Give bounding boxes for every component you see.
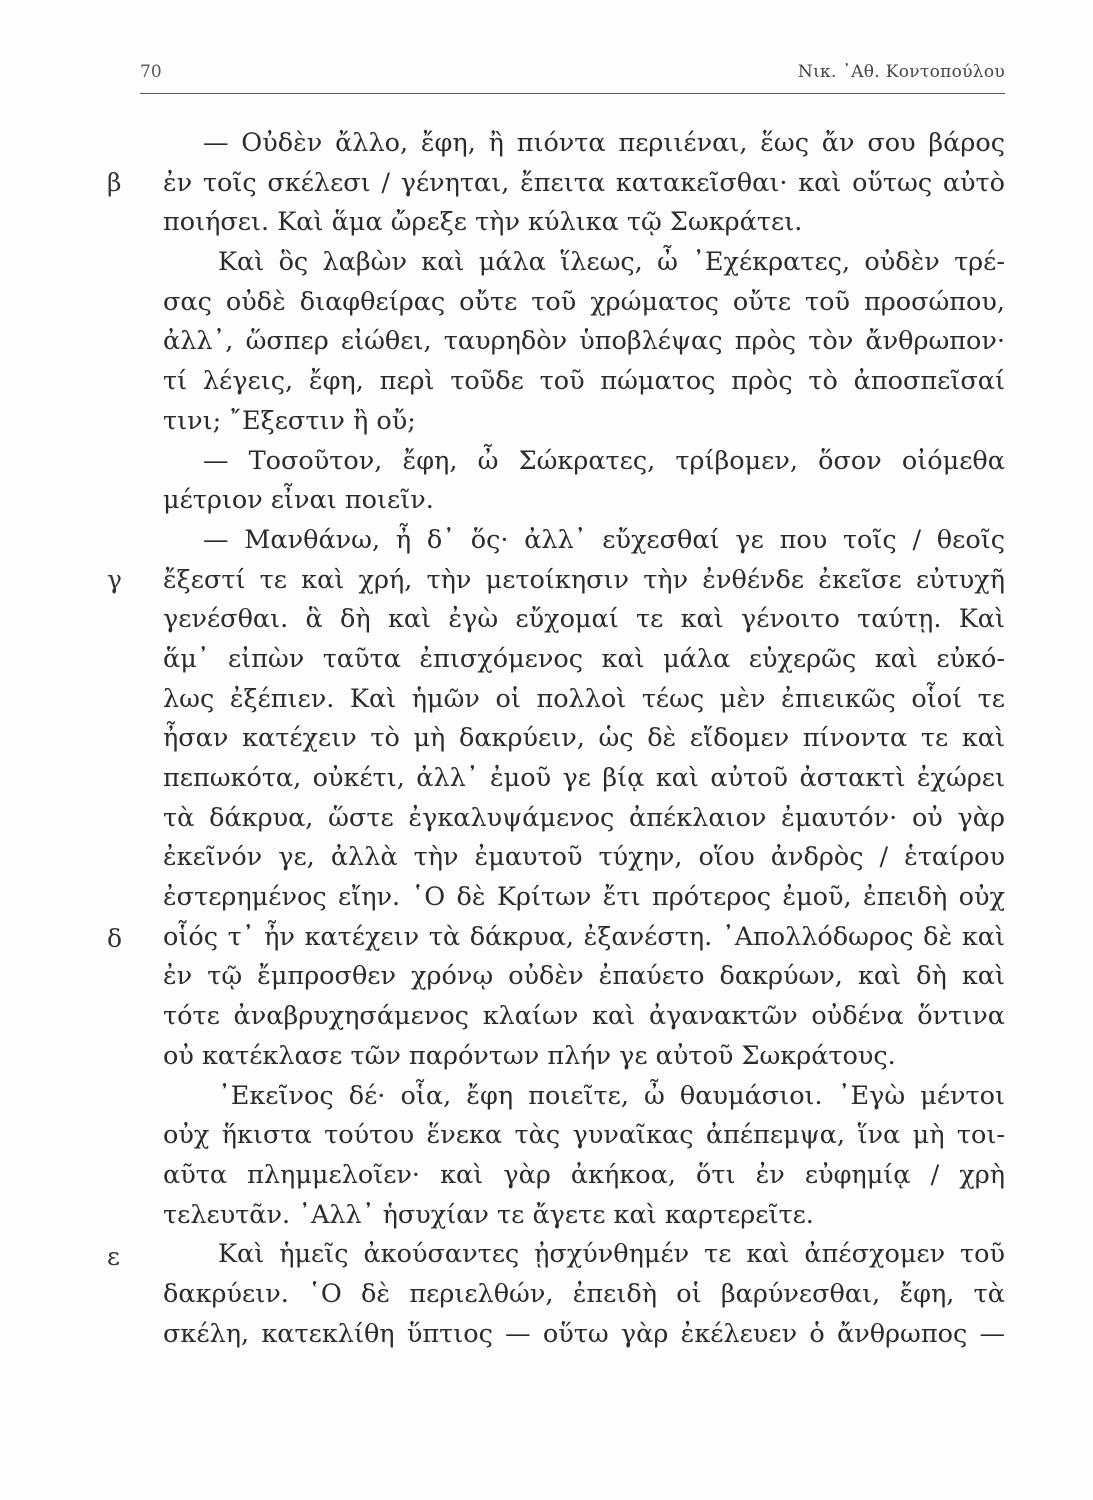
text-line: δακρύειν. ῾Ο δὲ περιελθών, ἐπειδὴ οἱ βαρύνεσθαι, ἔφη, τὰ <box>163 1278 1005 1309</box>
page-number: 70 <box>140 62 162 82</box>
text-line: Καὶ ὃς λαβὼν καὶ μάλα ἵλεως, ὦ ᾿Εχέκρατες, οὐδὲν τρέ- <box>218 247 1005 278</box>
text-line: σας οὐδὲ διαφθείρας οὔτε τοῦ χρώματος οὔτε τοῦ προσώπου, <box>163 286 1005 317</box>
text-line: τί λέγεις, ἔφη, περὶ τοῦδε τοῦ πώματος πρὸς τὸ ἀποσπεῖσαί <box>163 366 1005 397</box>
text-line: ἀλλ᾿, ὥσπερ εἰώθει, ταυρηδὸν ὑποβλέψας πρὸς τὸν ἄνθρωπον· <box>163 326 1005 357</box>
text-line: ἐκεῖνόν γε, ἀλλὰ τὴν ἐμαυτοῦ τύχην, οἵου ἀνδρὸς / ἑταίρου <box>163 842 1005 873</box>
text-line: ᾿Εκεῖνος δέ· οἷα, ἔφη ποιεῖτε, ὦ θαυμάσιοι. ᾿Εγὼ μέντοι <box>218 1080 1005 1111</box>
text-line: τελευτᾶν. ᾿Αλλ᾿ ἡσυχίαν τε ἄγετε καὶ καρτερεῖτε. <box>163 1199 814 1230</box>
text-line: ἐν τῷ ἔμπροσθεν χρόνῳ οὐδὲν ἐπαύετο δακρύων, καὶ δὴ καὶ <box>163 961 1005 992</box>
text-line: — Μανθάνω, ἦ δ᾿ ὅς· ἀλλ᾿ εὔχεσθαί γε που τοῖς / θεοῖς <box>203 524 1005 555</box>
text-line: ποιήσει. Καὶ ἅμα ὤρεξε τὴν κύλικα τῷ Σωκράτει. <box>163 207 803 238</box>
text-line: οἷός τ᾿ ἦν κατέχειν τὰ δάκρυα, ἐξανέστη. ᾿Απολλόδωρος δὲ καὶ <box>163 921 1005 952</box>
header-rule <box>140 93 1005 94</box>
text-line: οὐ κατέκλασε τῶν παρόντων πλήν γε αὐτοῦ Σωκράτους. <box>163 1040 896 1071</box>
margin-marker-e: ε <box>107 1242 120 1271</box>
text-line: ἔξεστί τε καὶ χρή, τὴν μετοίκησιν τὴν ἐνθένδε ἐκεῖσε εὐτυχῆ <box>163 564 1005 595</box>
text-line: πεπωκότα, οὐκέτι, ἀλλ᾿ ἐμοῦ γε βίᾳ καὶ αὐτοῦ ἀστακτὶ ἐχώρει <box>163 763 1005 793</box>
margin-marker-d: δ <box>107 924 123 953</box>
text-line: ἅμ᾿ εἰπὼν ταῦτα ἐπισχόμενος καὶ μάλα εὐχερῶς καὶ εὐκό- <box>163 643 1005 674</box>
text-line: αῦτα πλημμελοῖεν· καὶ γὰρ ἀκήκοα, ὅτι ἐν εὐφημίᾳ / χρὴ <box>163 1159 1005 1190</box>
running-head: Νικ. ᾿Αθ. Κοντοπούλου <box>797 62 1005 82</box>
text-line: — Οὐδὲν ἄλλο, ἔφη, ἢ πιόντα περιιέναι, ἕως ἄν σου βάρος <box>203 128 1005 158</box>
text-line: λως ἐξέπιεν. Καὶ ἡμῶν οἱ πολλοὶ τέως μὲν ἐπιεικῶς οἷοί τε <box>163 683 1005 714</box>
text-line: ἦσαν κατέχειν τὸ μὴ δακρύειν, ὡς δὲ εἴδομεν πίνοντα τε καὶ <box>163 723 1005 754</box>
text-line: τὰ δάκρυα, ὥστε ἐγκαλυψάμενος ἀπέκλαιον ἐμαυτόν· οὐ γὰρ <box>163 802 1005 833</box>
text-line: Καὶ ἡμεῖς ἀκούσαντες ᾐσχύνθημέν τε καὶ ἀπέσχομεν τοῦ <box>218 1239 1005 1270</box>
text-line: τινι; ῎Εξεστιν ἢ οὔ; <box>163 405 416 436</box>
margin-marker-c: γ <box>107 565 122 594</box>
text-line: ἐν τοῖς σκέλεσι / γένηται, ἔπειτα κατακεῖσθαι· καὶ οὕτως αὐτὸ <box>163 167 1005 198</box>
text-line: γενέσθαι. ἃ δὴ καὶ ἐγὼ εὔχομαί τε καὶ γένοιτο ταύτῃ. Καὶ <box>163 604 1005 635</box>
text-line: — Τοσοῦτον, ἔφη, ὦ Σώκρατες, τρίβομεν, ὅσον οἰόμεθα <box>203 445 1005 476</box>
text-line: τότε ἀναβρυχησάμενος κλαίων καὶ ἀγανακτῶν οὐδένα ὅντινα <box>163 1001 1005 1032</box>
text-line: μέτριον εἶναι ποιεῖν. <box>163 485 434 516</box>
margin-marker-b: β <box>107 168 122 197</box>
text-line: ἐστερημένος εἴην. ῾Ο δὲ Κρίτων ἔτι πρότερος ἐμοῦ, ἐπειδὴ οὐχ <box>163 882 1005 913</box>
text-line: οὐχ ἥκιστα τούτου ἕνεκα τὰς γυναῖκας ἀπέπεμψα, ἵνα μὴ τοι- <box>163 1120 1005 1151</box>
body-text <box>163 124 1005 1354</box>
page-header <box>140 58 1005 88</box>
text-line: σκέλη, κατεκλίθη ὕπτιος — οὕτω γὰρ ἐκέλευεν ὁ ἄνθρωπος — <box>163 1318 1005 1349</box>
